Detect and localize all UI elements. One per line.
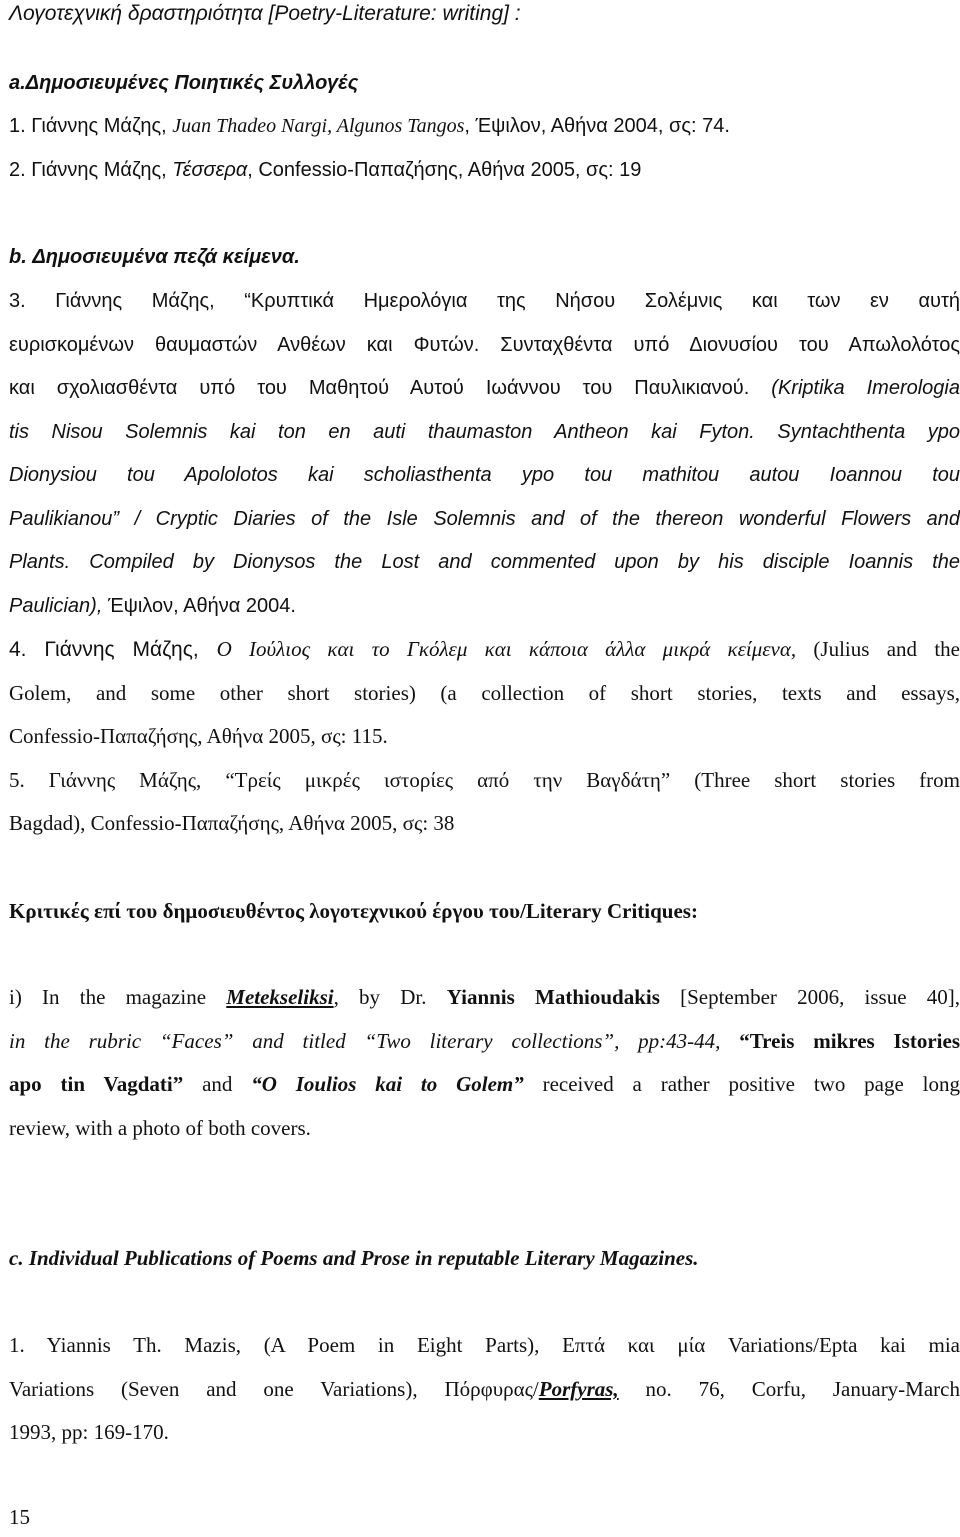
paragraph-line: Dionysiou tou Apololotos kai scholiasthenta ypo tou mathitou autou Ioannou tou [9,464,960,486]
section-b-title: b. Δημοσιευμένα πεζά κείμενα. [9,246,300,268]
paragraph-line: Confessio-Παπαζήσης, Αθήνα 2005, σς: 115. [9,724,388,748]
list-item: 1. Γιάννης Μάζης, Juan Thadeo Nargi, Algunos Tangos, Έψιλον, Αθήνα 2004, σς: 74. [9,115,730,137]
paragraph-line: 1993, pp: 169-170. [9,1420,169,1444]
list-item: 3. Γιάννης Μάζης, “Κρυπτικά Ημερολόγια της Νήσου Σολέμνις και των εν αυτή [9,290,960,312]
paragraph-line: Paulikianou” / Cryptic Diaries of the Isle Solemnis and of the thereon wonderful Flowers and [9,508,960,530]
paragraph-line: review, with a photo of both covers. [9,1116,311,1140]
section-a-title: a.Δημοσιευμένες Ποιητικές Συλλογές [9,72,359,94]
critiques-title: Κριτικές επί του δημοσιευθέντος λογοτεχνικού έργου του/Literary Critiques: [9,899,698,923]
list-item: 2. Γιάννης Μάζης, Τέσσερα, Confessio-Παπαζήσης, Αθήνα 2005, σς: 19 [9,159,642,181]
paragraph-line: tis Nisou Solemnis kai ton en auti thaumaston Antheon kai Fyton. Syntachthenta ypo [9,421,960,443]
paragraph-line: ευρισκομένων θαυμαστών Ανθέων και Φυτών. Συνταχθέντα υπό Διονυσίου του Απωλολότος [9,334,960,356]
paragraph-line: Variations (Seven and one Variations), Πόρφυρας/Porfyras, no. 76, Corfu, January-March [9,1377,960,1401]
list-item: 4. Γιάννης Μάζης, Ο Ιούλιος και το Γκόλεμ και κάποια άλλα μικρά κείμενα, (Julius and the [9,637,960,661]
section-c-title: c. Individual Publications of Poems and Prose in reputable Literary Magazines. [9,1246,699,1270]
paragraph-line: και σχολιασθέντα υπό του Μαθητού Αυτού Ιωάννου του Παυλικιανού. (Kriptika Imerologia [9,377,960,399]
page-heading: Λογοτεχνική δραστηριότητα [Poetry-Literature: writing] : [9,2,521,25]
paragraph-line: Bagdad), Confessio-Παπαζήσης, Αθήνα 2005, σς: 38 [9,811,455,835]
paragraph-line: Plants. Compiled by Dionysos the Lost and commented upon by his disciple Ioannis the [9,551,960,573]
list-item: 5. Γιάννης Μάζης, “Τρείς μικρές ιστορίες από την Βαγδάτη” (Three short stories from [9,768,960,792]
list-item: 1. Yiannis Th. Mazis, (A Poem in Eight Parts), Επτά και μία Variations/Epta kai mia [9,1333,960,1357]
list-item: i) In the magazine Metekseliksi, by Dr. Yiannis Mathioudakis [September 2006, issue 40], [9,985,960,1009]
paragraph-line: apo tin Vagdati” and “O Ioulios kai to Golem” received a rather positive two page long [9,1072,960,1096]
paragraph-line: Golem, and some other short stories) (a collection of short stories, texts and essays, [9,681,960,705]
paragraph-line: Paulician), Έψιλον, Αθήνα 2004. [9,595,296,617]
page-number: 15 [9,1505,30,1529]
paragraph-line: in the rubric “Faces” and titled “Two literary collections”, pp:43-44, “Treis mikres Istories [9,1029,960,1053]
